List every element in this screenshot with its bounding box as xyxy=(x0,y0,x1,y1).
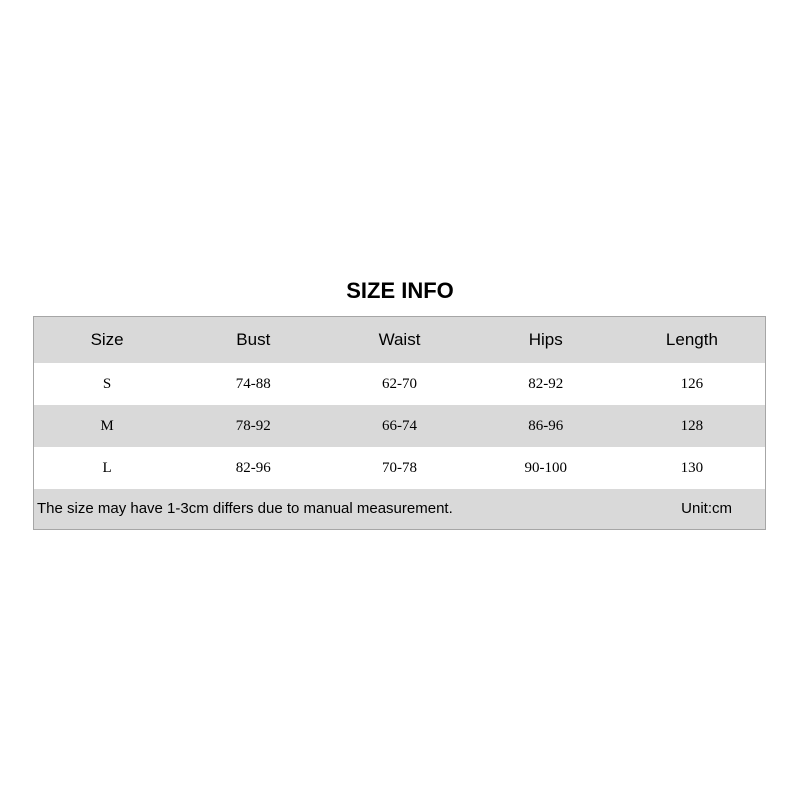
cell-hips: 90-100 xyxy=(524,459,567,476)
measurement-note: The size may have 1-3cm differs due to manual measurement. xyxy=(37,500,453,517)
column-header-bust: Bust xyxy=(236,330,271,349)
cell-waist: 62-70 xyxy=(382,375,417,392)
column-header-size: Size xyxy=(90,330,124,349)
unit-label: Unit:cm xyxy=(681,500,732,517)
table-row xyxy=(34,405,765,447)
cell-bust: 82-96 xyxy=(235,459,271,476)
column-header-hips: Hips xyxy=(528,330,563,349)
cell-length: 130 xyxy=(680,459,704,476)
cell-bust: 74-88 xyxy=(235,375,271,392)
table-row xyxy=(34,363,765,405)
table-header-row xyxy=(34,317,765,363)
cell-waist: 66-74 xyxy=(382,417,417,434)
cell-size: S xyxy=(102,375,112,392)
cell-waist: 70-78 xyxy=(382,459,417,476)
cell-length: 128 xyxy=(680,417,704,434)
table-row xyxy=(34,447,765,489)
cell-length: 126 xyxy=(680,375,704,392)
cell-size: M xyxy=(100,417,114,434)
column-header-length: Length xyxy=(665,330,718,349)
size-table xyxy=(33,316,766,530)
cell-hips: 86-96 xyxy=(528,417,564,434)
cell-hips: 82-92 xyxy=(528,375,564,392)
page-title: SIZE INFO xyxy=(346,278,454,303)
cell-bust: 78-92 xyxy=(235,417,271,434)
column-header-waist: Waist xyxy=(378,330,421,349)
table-note-row xyxy=(34,489,765,529)
cell-size: L xyxy=(102,459,112,476)
